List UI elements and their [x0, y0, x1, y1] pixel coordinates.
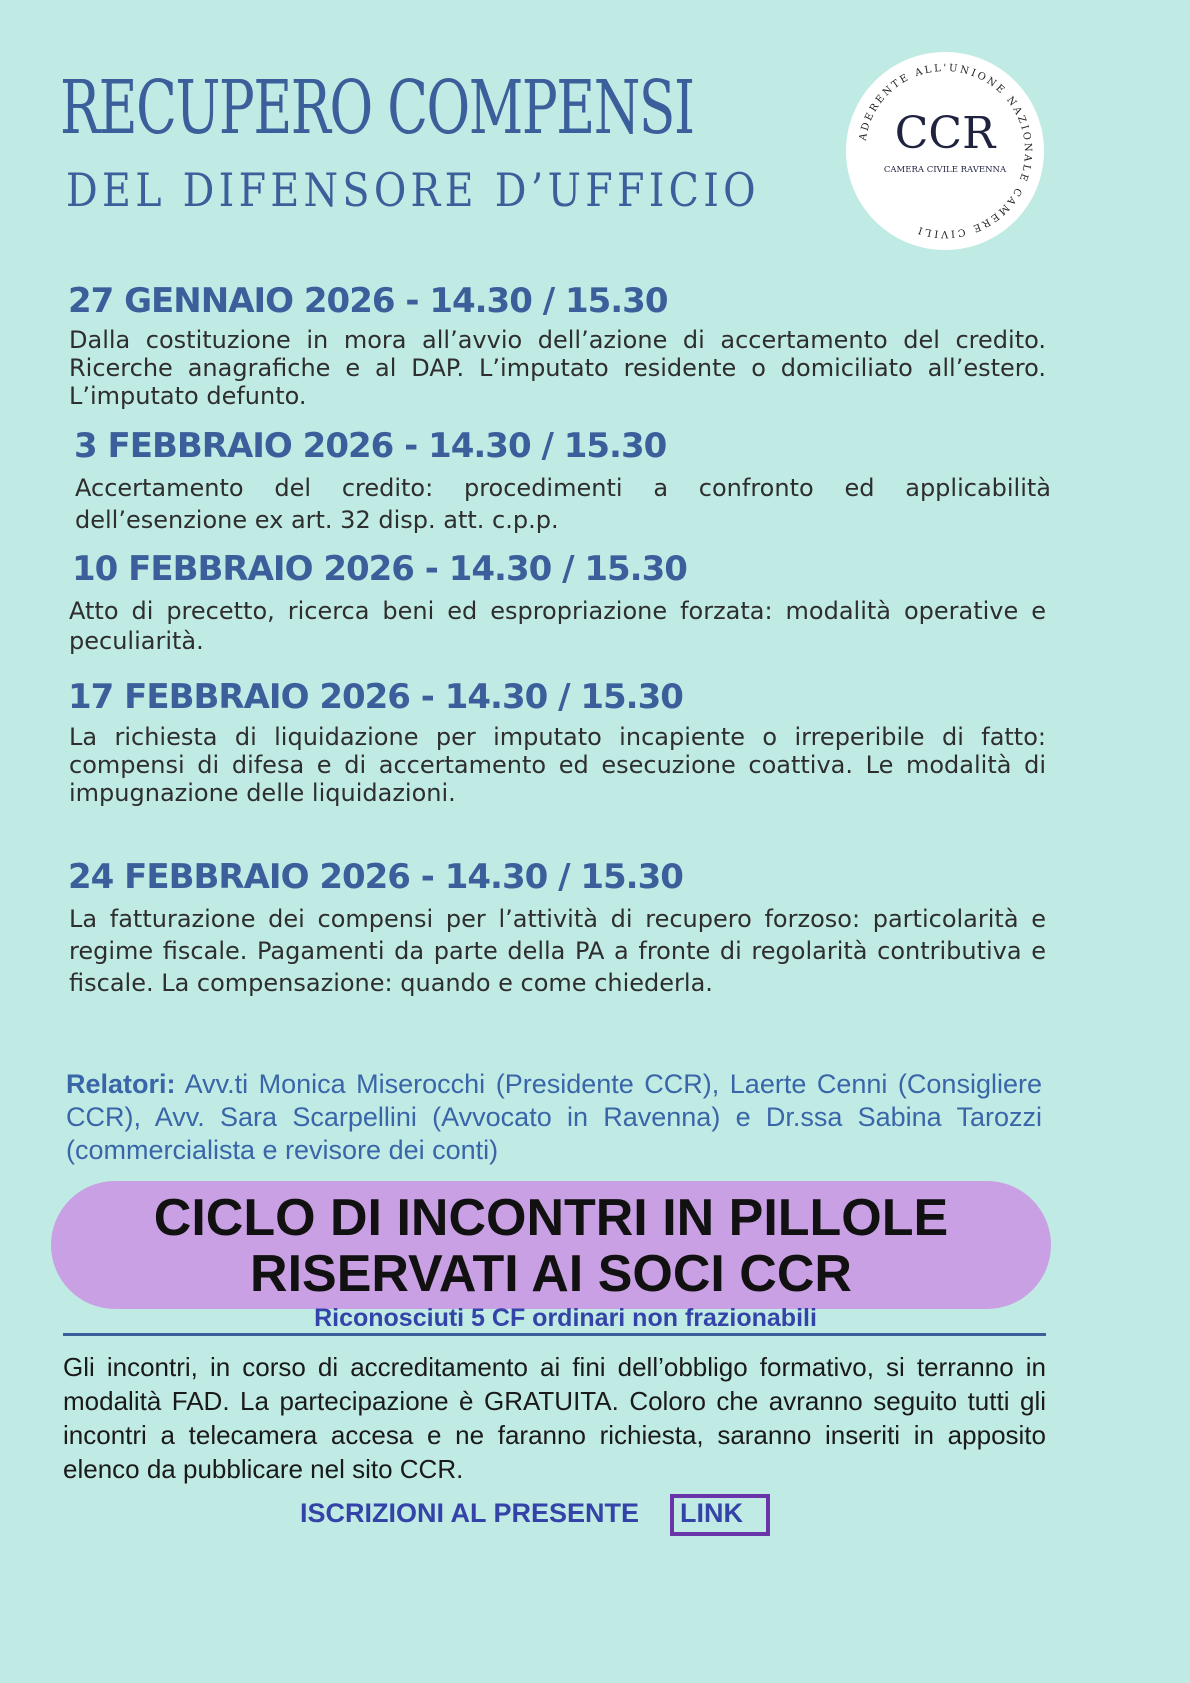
speakers-text: Avv.ti Monica Miserocchi (Presidente CCR), Laerte Cenni (Consigliere CCR), Avv. Sara Scarpellini (Avvocato in Ravenna) e Dr.ssa Sabina Tarozzi (commercialista e revisore dei conti) [66, 1069, 1042, 1165]
ccr-logo [846, 52, 1044, 250]
ccr-logo-graphic [846, 52, 1044, 250]
banner-line-2: RISERVATI AI SOCI CCR [250, 1245, 852, 1303]
speakers-section [66, 1068, 1042, 1167]
divider [63, 1333, 1046, 1336]
session-2-description: Accertamento del credito: procedimenti a confronto ed applicabilità dell’esenzione ex art. 32 disp. att. c.p.p. [75, 474, 1051, 534]
session-3-date: 10 FEBBRAIO 2026 - 14.30 / 15.30 [72, 549, 687, 589]
cycle-banner [51, 1181, 1051, 1309]
banner-line-1: CICLO DI INCONTRI IN PILLOLE [153, 1189, 949, 1247]
session-4-description: La richiesta di liquidazione per imputato incapiente o irreperibile di fatto: compensi di difesa e di accertamento ed esecuzione coattiva. Le modalità di impugnazione delle liquidazioni. [69, 723, 1046, 807]
session-1-description: Dalla costituzione in mora all’avvio dell’azione di accertamento del credito. Ricerche anagrafiche e al DAP. L’imputato residente o domiciliato all’estero. L’imputato defunto. [69, 326, 1046, 410]
session-5-date: 24 FEBBRAIO 2026 - 14.30 / 15.30 [68, 857, 683, 897]
page-subtitle: DEL DIFENSORE D’UFFICIO [66, 163, 760, 217]
logo-letters: CCR [894, 108, 996, 159]
page-title: RECUPERO COMPENSI [60, 65, 694, 151]
signup-label: ISCRIZIONI AL PRESENTE [300, 1498, 640, 1528]
session-2-date: 3 FEBBRAIO 2026 - 14.30 / 15.30 [74, 426, 667, 466]
logo-name: CAMERA CIVILE RAVENNA [883, 165, 1007, 175]
info-paragraph: Gli incontri, in corso di accreditamento ai fini dell’obbligo formativo, si terranno in modalità FAD. La partecipazione è GRATUITA. Coloro che avranno seguito tutti gli incontri a telecamera accesa e ne faranno richiesta, saranno inseriti in apposito elenco da pubblicare nel sito CCR. [63, 1352, 1046, 1484]
session-1-date: 27 GENNAIO 2026 - 14.30 / 15.30 [68, 281, 668, 321]
logo-ring-text: ADERENTE ALL'UNIONE NAZIONALE CAMERE CIVILI [857, 62, 1034, 240]
credits-note: Riconosciuti 5 CF ordinari non frazionabili [314, 1304, 817, 1332]
signup-link[interactable]: LINK [680, 1498, 743, 1528]
session-3-description: Atto di precetto, ricerca beni ed espropriazione forzata: modalità operative e peculiarità. [69, 597, 1046, 655]
session-4-date: 17 FEBBRAIO 2026 - 14.30 / 15.30 [68, 677, 683, 717]
session-5-description: La fatturazione dei compensi per l’attività di recupero forzoso: particolarità e regime fiscale. Pagamenti da parte della PA a fronte di regolarità contributiva e fiscale. La compensazione: quando e come chiederla. [69, 905, 1046, 997]
speakers-label: Relatori: [66, 1069, 176, 1099]
